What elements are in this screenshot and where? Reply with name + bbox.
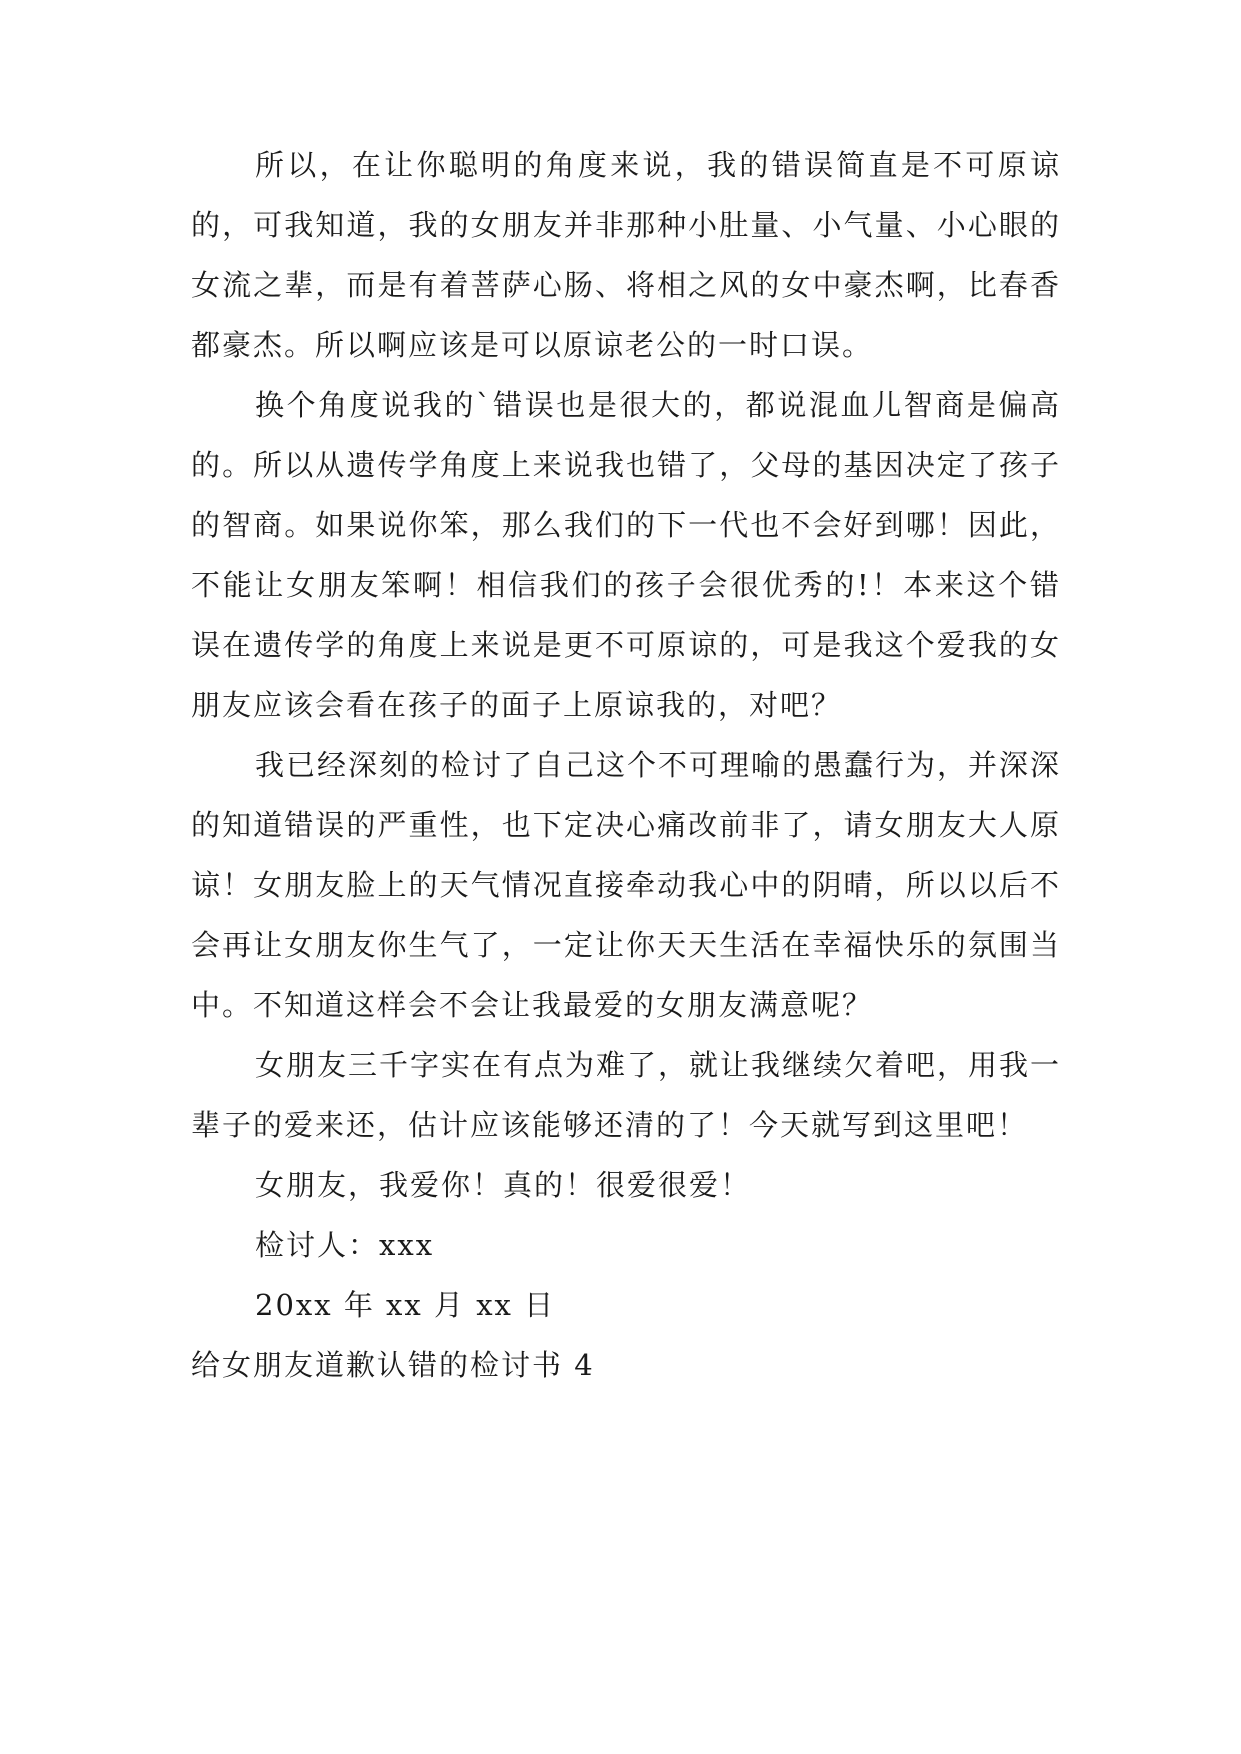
- document-body: [191, 135, 1061, 1395]
- paragraph-1: 所以，在让你聪明的角度来说，我的错误简直是不可原谅的，可我知道，我的女朋友并非那种小肚量、小气量、小心眼的女流之辈，而是有着菩萨心肠、将相之风的女中豪杰啊，比春香都豪杰。所以啊应该是可以原谅老公的一时口误。: [191, 148, 1061, 362]
- date-line: 20xx 年 xx 月 xx 日: [255, 1288, 556, 1322]
- signature-line: 检讨人：xxx: [255, 1228, 435, 1262]
- paragraph-2: 换个角度说我的`错误也是很大的，都说混血儿智商是偏高的。所以从遗传学角度上来说我也错了，父母的基因决定了孩子的智商。如果说你笨，那么我们的下一代也不会好到哪！因此，不能让女朋友笨啊！相信我们的孩子会很优秀的!！本来这个错误在遗传学的角度上来说是更不可原谅的，可是我这个爱我的女朋友应该会看在孩子的面子上原谅我的，对吧？: [191, 388, 1061, 722]
- paragraph-3: 我已经深刻的检讨了自己这个不可理喻的愚蠢行为，并深深的知道错误的严重性，也下定决心痛改前非了，请女朋友大人原谅！女朋友脸上的天气情况直接牵动我心中的阴晴，所以以后不会再让女朋友你生气了，一定让你天天生活在幸福快乐的氛围当中。不知道这样会不会让我最爱的女朋友满意呢？: [191, 748, 1062, 1022]
- closing-line: 女朋友，我爱你！真的！很爱很爱！: [255, 1168, 752, 1202]
- next-section-title: 给女朋友道歉认错的检讨书 4: [191, 1348, 595, 1382]
- paragraph-4: 女朋友三千字实在有点为难了，就让我继续欠着吧，用我一辈子的爱来还，估计应该能够还清的了！今天就写到这里吧！: [191, 1048, 1062, 1142]
